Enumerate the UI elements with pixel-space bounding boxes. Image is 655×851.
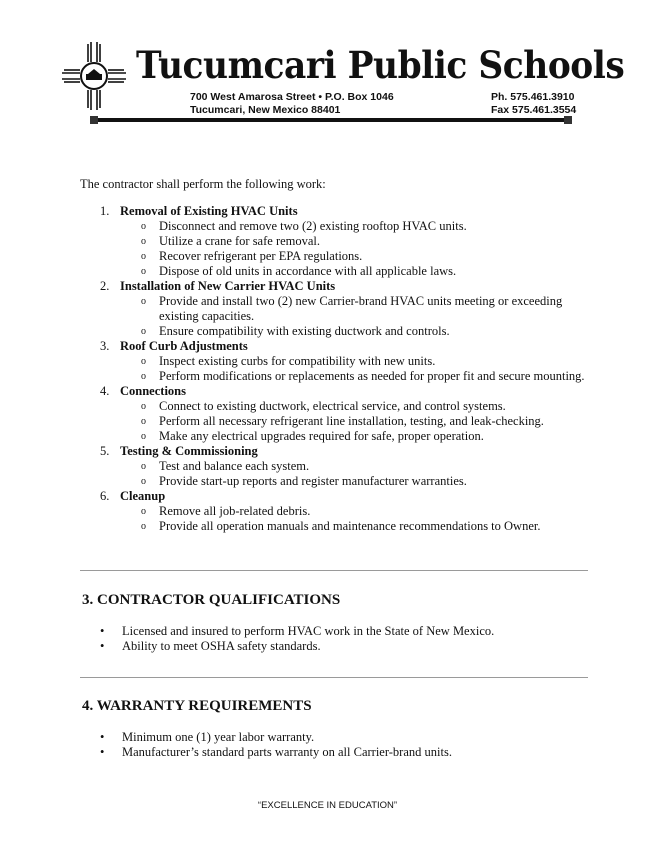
- work-item-number: 4.: [100, 384, 110, 398]
- work-item-title: Installation of New Carrier HVAC Units: [120, 279, 336, 293]
- open-circle-bullet-icon: o: [141, 356, 146, 367]
- footer-motto: “EXCELLENCE IN EDUCATION”: [257, 800, 398, 811]
- warranty-list: [100, 730, 452, 760]
- sub-list: [120, 399, 600, 444]
- open-circle-bullet-icon: o: [141, 506, 146, 517]
- sub-item: [120, 429, 600, 444]
- open-circle-bullet-icon: o: [141, 476, 146, 487]
- sub-list: [120, 354, 600, 384]
- sub-item: [120, 399, 600, 414]
- work-item: [100, 489, 600, 534]
- sub-item-text: Remove all job-related debris.: [159, 504, 311, 518]
- list-item-text: Licensed and insured to perform HVAC work in the State of New Mexico.: [122, 624, 495, 638]
- letterhead-rule-cap-left: [90, 116, 98, 124]
- sub-item: [120, 219, 600, 234]
- sub-item: [120, 369, 600, 384]
- qualifications-list: [100, 624, 494, 654]
- sub-item: [120, 504, 600, 519]
- work-item-number: 1.: [100, 204, 110, 218]
- open-circle-bullet-icon: o: [141, 401, 146, 412]
- sub-item: [120, 234, 600, 249]
- sub-item-text: Ensure compatibility with existing ductwork and controls.: [159, 324, 450, 338]
- sub-item-text: Provide start-up reports and register manufacturer warranties.: [159, 474, 467, 488]
- sub-item: [120, 459, 600, 474]
- sub-item-text: Inspect existing curbs for compatibility with new units.: [159, 354, 436, 368]
- fax-number: Fax 575.461.3554: [491, 104, 577, 116]
- sub-item-text: Provide all operation manuals and maintenance recommendations to Owner.: [159, 519, 541, 533]
- bullet-dot-icon: •: [100, 730, 105, 744]
- open-circle-bullet-icon: o: [141, 236, 146, 247]
- work-item-title: Testing & Commissioning: [120, 444, 258, 458]
- sub-item-text: Test and balance each system.: [159, 459, 310, 473]
- section-divider: [80, 570, 588, 571]
- sub-list: [120, 459, 600, 489]
- bullet-dot-icon: •: [100, 745, 105, 759]
- list-item: [100, 745, 452, 760]
- work-item: [100, 339, 600, 384]
- letterhead-rule-cap-right: [564, 116, 572, 124]
- list-item: [100, 730, 452, 745]
- address-block: [190, 91, 394, 117]
- open-circle-bullet-icon: o: [141, 296, 146, 307]
- sub-item: [120, 249, 600, 264]
- open-circle-bullet-icon: o: [141, 266, 146, 277]
- open-circle-bullet-icon: o: [141, 371, 146, 382]
- sub-item-text: Perform modifications or replacements as needed for proper fit and secure mounting.: [159, 369, 585, 383]
- open-circle-bullet-icon: o: [141, 431, 146, 442]
- sub-item-text: Utilize a crane for safe removal.: [159, 234, 321, 248]
- open-circle-bullet-icon: o: [141, 221, 146, 232]
- zia-sun-symbol-icon: [60, 40, 128, 112]
- sub-item: [120, 519, 600, 534]
- work-item-title: Connections: [120, 384, 186, 398]
- list-item: [100, 624, 494, 639]
- open-circle-bullet-icon: o: [141, 521, 146, 532]
- letterhead-rule: [94, 118, 570, 122]
- open-circle-bullet-icon: o: [141, 326, 146, 337]
- sub-item: [120, 324, 600, 339]
- phone-number: Ph. 575.461.3910: [491, 91, 575, 103]
- work-item-number: 6.: [100, 489, 110, 503]
- work-item-title: Cleanup: [120, 489, 166, 503]
- bullet-dot-icon: •: [100, 639, 105, 653]
- work-item-number: 3.: [100, 339, 110, 353]
- sub-item-text: Dispose of old units in accordance with all applicable laws.: [159, 264, 457, 278]
- qualifications-heading: 3. CONTRACTOR QUALIFICATIONS: [82, 592, 341, 608]
- work-item: [100, 444, 600, 489]
- work-item-title: Removal of Existing HVAC Units: [120, 204, 298, 218]
- sub-item-text: Connect to existing ductwork, electrical service, and control systems.: [159, 399, 506, 413]
- address-line-1: 700 West Amarosa Street • P.O. Box 1046: [190, 91, 394, 103]
- sub-item: [120, 354, 600, 369]
- scope-intro: The contractor shall perform the following work:: [80, 177, 326, 191]
- work-item: [100, 279, 600, 339]
- work-item-number: 5.: [100, 444, 110, 458]
- sub-item: [120, 474, 600, 489]
- bullet-dot-icon: •: [100, 624, 105, 638]
- list-item: [100, 639, 494, 654]
- sub-list: [120, 504, 600, 534]
- sub-item-text: Perform all necessary refrigerant line installation, testing, and leak-checking.: [159, 414, 544, 428]
- sub-item-text: Provide and install two (2) new Carrier-brand HVAC units meeting or exceeding existing capacities.: [159, 294, 563, 323]
- sub-item-text: Recover refrigerant per EPA regulations.: [159, 249, 363, 263]
- work-item-number: 2.: [100, 279, 110, 293]
- work-item: [100, 204, 600, 279]
- contact-block: [491, 91, 576, 117]
- list-item-text: Ability to meet OSHA safety standards.: [122, 639, 321, 653]
- open-circle-bullet-icon: o: [141, 251, 146, 262]
- sub-item: [120, 294, 600, 324]
- open-circle-bullet-icon: o: [141, 416, 146, 427]
- section-divider: [80, 677, 588, 678]
- sub-item: [120, 414, 600, 429]
- sub-list: [120, 219, 600, 279]
- work-item: [100, 384, 600, 444]
- address-line-2: Tucumcari, New Mexico 88401: [190, 104, 341, 116]
- open-circle-bullet-icon: o: [141, 461, 146, 472]
- work-list: [100, 204, 600, 534]
- sub-item-text: Disconnect and remove two (2) existing rooftop HVAC units.: [159, 219, 467, 233]
- sub-list: [120, 294, 600, 339]
- work-item-title: Roof Curb Adjustments: [120, 339, 248, 353]
- list-item-text: Manufacturer’s standard parts warranty on all Carrier-brand units.: [122, 745, 452, 759]
- org-name: Tucumcari Public Schools: [136, 43, 625, 87]
- sub-item: [120, 264, 600, 279]
- warranty-heading: 4. WARRANTY REQUIREMENTS: [82, 698, 312, 714]
- sub-item-text: Make any electrical upgrades required for safe, proper operation.: [159, 429, 484, 443]
- list-item-text: Minimum one (1) year labor warranty.: [122, 730, 315, 744]
